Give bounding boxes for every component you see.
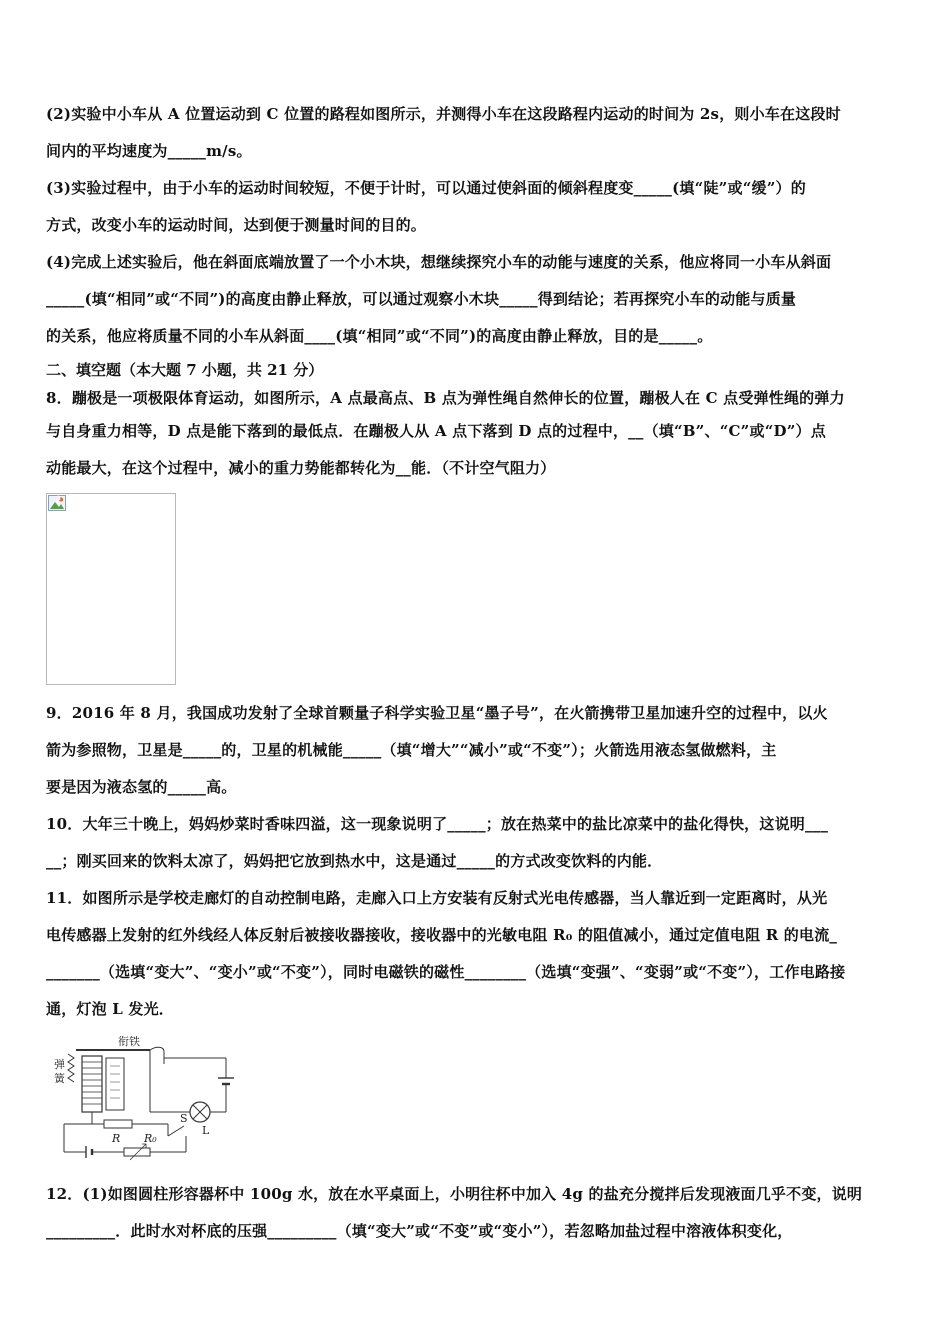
spring-label-2: 簧 bbox=[54, 1072, 65, 1085]
bungee-figure-placeholder bbox=[46, 493, 176, 685]
q11-line3: _______（选填“变大”、“变小”或“不变”），同时电磁铁的磁性________（选填“变强”、“变弱”或“不变”），工作电路接 bbox=[46, 963, 846, 981]
spring bbox=[68, 1054, 74, 1082]
q9-line3: 要是因为液态氢的_____高。 bbox=[46, 778, 237, 796]
q7-part2-line2: 间内的平均速度为_____m/s。 bbox=[46, 142, 252, 160]
q10-line2: __；刚买回来的饮料太凉了，妈妈把它放到热水中，这是通过_____的方式改变饮料的内能． bbox=[46, 852, 663, 870]
q8-line1: 8．蹦极是一项极限体育运动，如图所示，A 点最高点、B 点为弹性绳自然伸长的位置，蹦极人在 C 点受弹性绳的弹力 bbox=[46, 389, 845, 407]
photoresistor-label: R₀ bbox=[144, 1132, 157, 1145]
q12-line1: 12．(1)如图圆柱形容器杯中 100g 水，放在水平桌面上，小明往杯中加入 4g 的盐充分搅拌后发现液面几乎不变，说明 bbox=[46, 1185, 863, 1203]
resistor-r bbox=[104, 1120, 132, 1128]
q10-line1: 10．大年三十晚上，妈妈炒菜时香味四溢，这一现象说明了_____；放在热菜中的盐比凉菜中的盐化得快，这说明___ bbox=[46, 815, 829, 833]
switch-label: S bbox=[180, 1112, 188, 1125]
electromagnet-coil bbox=[82, 1056, 102, 1112]
q12-line2: _________．此时水对杯底的压强_________（填“变大”或“不变”或“变小”），若忽略加盐过程中溶液体积变化， bbox=[46, 1222, 793, 1240]
q9-line1: 9．2016 年 8 月，我国成功发射了全球首颗量子科学实验卫星“墨子号”，在火箭携带卫星加速升空的过程中，以火 bbox=[46, 704, 828, 722]
exam-page bbox=[46, 96, 908, 1250]
q9-line2: 箭为参照物，卫星是_____的，卫星的机械能_____（填“增大”“减小”或“不变”）；火箭选用液态氢做燃料，主 bbox=[46, 741, 777, 759]
armature-label: 衔铁 bbox=[118, 1036, 140, 1048]
relay-circuit-diagram bbox=[46, 1036, 246, 1164]
q7-part3-line1: (3)实验过程中，由于小车的运动时间较短，不便于计时，可以通过使斜面的倾斜程度变_____(填“陡”或“缓”）的 bbox=[46, 179, 806, 197]
q11-line4: 通，灯泡 L 发光． bbox=[46, 1000, 174, 1018]
switch-s bbox=[168, 1126, 184, 1136]
q8-line3: 动能最大，在这个过程中，减小的重力势能都转化为__能．（不计空气阻力） bbox=[46, 459, 556, 477]
q7-part2-line1: (2)实验中小车从 A 位置运动到 C 位置的路程如图所示，并测得小车在这段路程内运动的时间为 2s，则小车在这段时 bbox=[46, 105, 841, 123]
q7-part4-line2: _____(填“相同”或“不同”)的高度由静止释放，可以通过观察小木块_____得到结论；若再探究小车的动能与质量 bbox=[46, 290, 797, 308]
q8-line2: 与自身重力相等，D 点是能下落到的最低点．在蹦极人从 A 点下落到 D 点的过程中，__（填“B”、“C”或“D”）点 bbox=[46, 422, 826, 440]
q7-part3-line2: 方式，改变小车的运动时间，达到便于测量时间的目的。 bbox=[46, 216, 427, 234]
q7-part4-line1: (4)完成上述实验后，他在斜面底端放置了一个小木块，想继续探究小车的动能与速度的关系，他应将同一小车从斜面 bbox=[46, 253, 832, 271]
lamp-label: L bbox=[202, 1124, 210, 1137]
q7-part4-line3: 的关系，他应将质量不同的小车从斜面____(填“相同”或“不同”)的高度由静止释放，目的是_____。 bbox=[46, 327, 713, 345]
section-heading-fill-in: 二、填空题（本大题 7 小题，共 21 分） bbox=[46, 361, 324, 379]
broken-image-icon bbox=[48, 495, 66, 511]
spring-label-1: 弹 bbox=[54, 1058, 65, 1071]
resistor-label: R bbox=[112, 1132, 121, 1145]
q11-line2: 电传感器上发射的红外线经人体反射后被接收器接收，接收器中的光敏电阻 R₀ 的阻值减小，通过定值电阻 R 的电流_ bbox=[46, 926, 838, 944]
photoresistor-r0 bbox=[124, 1148, 150, 1156]
q11-line1: 11．如图所示是学校走廊灯的自动控制电路，走廊入口上方安装有反射式光电传感器，当人靠近到一定距离时，从光 bbox=[46, 889, 828, 907]
